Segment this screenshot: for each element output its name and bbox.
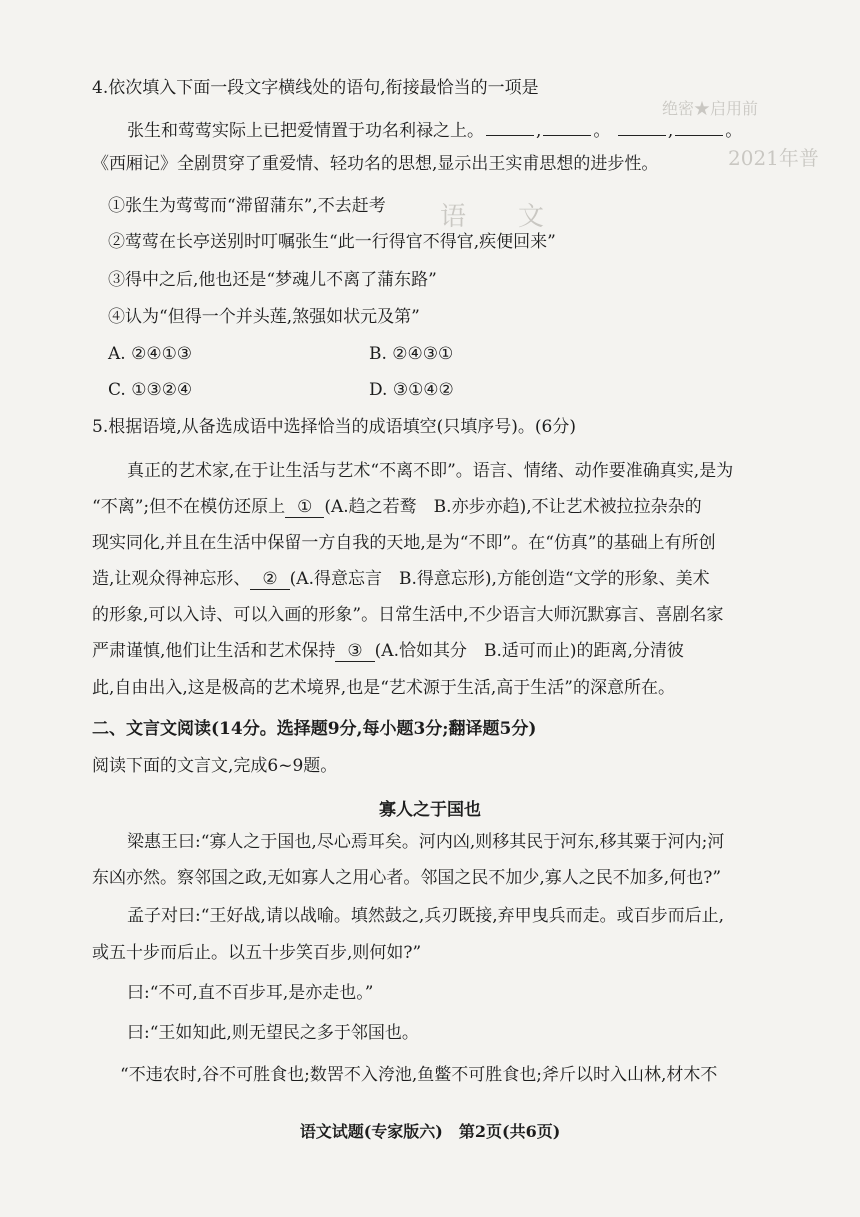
answer-blank: ① <box>285 497 324 518</box>
passage-line: “不违农时,谷不可胜食也;数罟不入洿池,鱼鳖不可胜食也;斧斤以时入山林,材木不 <box>120 1065 718 1085</box>
question-5-line: 现实同化,并且在生活中保留一方自我的天地,是为“不即”。在“仿真”的基础上有所创 <box>92 533 716 553</box>
section-instruction: 阅读下面的文言文,完成6~9题。 <box>92 756 338 776</box>
passage-line: 梁惠王曰:“寡人之于国也,尽心焉耳矣。河内凶,则移其民于河东,移其粟于河内;河 <box>127 832 725 852</box>
bleed-through-text: 2021年普 <box>728 146 819 170</box>
passage-line: 或五十步而后止。以五十步笑百步,则何如?” <box>92 943 422 963</box>
passage-line: 曰:“王如知此,则无望民之多于邻国也。 <box>127 1023 419 1043</box>
choice-c: C. ①③②④ <box>108 380 193 400</box>
question-4-paragraph-cont: 《西厢记》全剧贯穿了重爱情、轻功名的思想,显示出王实甫思想的进步性。 <box>92 154 659 174</box>
list-item: ②莺莺在长亭送别时叮嘱张生“此一行得官不得官,疾便回来” <box>108 232 556 252</box>
question-4-paragraph: 张生和莺莺实际上已把爱情置于功名利禄之上。 , 。 , 。 <box>127 121 743 141</box>
question-5-line: 严肃谨慎,他们让生活和艺术保持 ③ (A.恰如其分 B.适可而止)的距离,分清彼 <box>92 641 684 661</box>
answer-blank: ③ <box>335 641 374 662</box>
bleed-through-text: 绝密★启用前 <box>662 99 759 118</box>
choice-d: D. ③①④② <box>369 380 454 400</box>
answer-blank <box>486 121 534 136</box>
list-item: ③得中之后,他也还是“梦魂儿不离了蒲东路” <box>108 270 437 290</box>
question-5-stem: 5.根据语境,从备选成语中选择恰当的成语填空(只填序号)。(6分) <box>92 417 576 437</box>
answer-blank <box>543 121 591 136</box>
question-5-line: 此,自由出入,这是极高的艺术境界,也是“艺术源于生活,高于生活”的深意所在。 <box>92 678 675 698</box>
list-item: ①张生为莺莺而“滞留蒲东”,不去赶考 <box>108 196 386 216</box>
passage-line: 曰:“不可,直不百步耳,是亦走也。” <box>127 983 374 1003</box>
list-item: ④认为“但得一个并头莲,煞强如状元及第” <box>108 307 420 327</box>
choice-b: B. ②④③① <box>369 344 454 364</box>
passage-title: 寡人之于国也 <box>379 800 481 820</box>
question-5-line: “不离”;但不在模仿还原上 ① (A.趋之若鹜 B.亦步亦趋),不让艺术被拉拉杂杂的 <box>92 497 702 517</box>
choice-a: A. ②④①③ <box>108 344 193 364</box>
answer-blank <box>618 121 666 136</box>
section-heading: 二、文言文阅读(14分。选择题9分,每小题3分;翻译题5分) <box>92 719 537 739</box>
answer-blank: ② <box>250 569 289 590</box>
answer-blank <box>675 121 723 136</box>
question-4-stem: 4.依次填入下面一段文字横线处的语句,衔接最恰当的一项是 <box>92 78 539 98</box>
question-5-line: 造,让观众得神忘形、 ② (A.得意忘言 B.得意忘形),方能创造“文学的形象、美术 <box>92 569 710 589</box>
bleed-through-text: 语 文 <box>440 202 545 232</box>
question-5-line: 的形象,可以入诗、可以入画的形象”。日常生活中,不少语言大师沉默寡言、喜剧名家 <box>92 605 724 625</box>
passage-line: 东凶亦然。察邻国之政,无如寡人之用心者。邻国之民不加少,寡人之民不加多,何也?” <box>92 868 722 888</box>
page-footer: 语文试题(专家版六) 第2页(共6页) <box>299 1122 561 1141</box>
question-5-line: 真正的艺术家,在于让生活与艺术“不离不即”。语言、情绪、动作要准确真实,是为 <box>127 461 734 481</box>
passage-line: 孟子对曰:“王好战,请以战喻。填然鼓之,兵刃既接,弃甲曳兵而走。或百步而后止, <box>127 906 725 926</box>
